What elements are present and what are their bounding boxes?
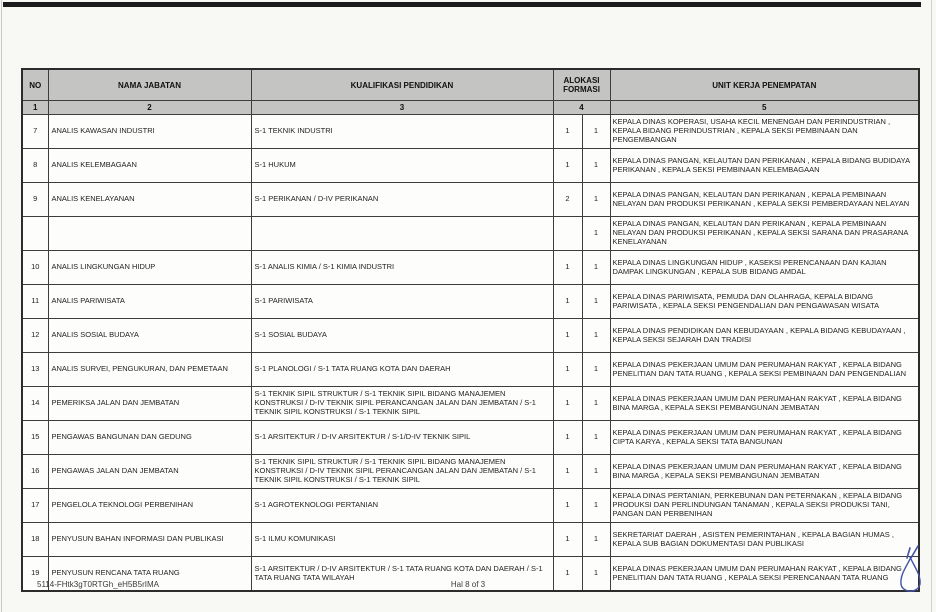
kualifikasi-cell: S-1 ARSITEKTUR / D-IV ARSITEKTUR / S-1 TATA RUANG KOTA DAN DAERAH / S-1 TATA RUANG TATA WILAYAH: [251, 557, 553, 592]
alokasi-formasi-cell-2: 1: [582, 353, 610, 387]
nama-jabatan-cell: ANALIS LINGKUNGAN HIDUP: [48, 251, 251, 285]
alokasi-formasi-cell-1: 1: [553, 455, 582, 489]
kualifikasi-cell: S-1 AGROTEKNOLOGI PERTANIAN: [251, 489, 553, 523]
no-cell: 19: [22, 557, 48, 592]
nama-jabatan-cell: ANALIS KELEMBAGAAN: [48, 149, 251, 183]
alokasi-formasi-cell-1: 1: [553, 353, 582, 387]
alokasi-formasi-cell-2: 1: [582, 523, 610, 557]
alokasi-formasi-cell-1: 1: [553, 523, 582, 557]
no-cell: 18: [22, 523, 48, 557]
kualifikasi-cell: S-1 ANALIS KIMIA / S-1 KIMIA INDUSTRI: [251, 251, 553, 285]
nama-jabatan-cell: PENGAWAS BANGUNAN DAN GEDUNG: [48, 421, 251, 455]
table-row: [22, 455, 919, 489]
nama-jabatan-cell: ANALIS PARIWISATA: [48, 285, 251, 319]
kualifikasi-cell: S-1 TEKNIK INDUSTRI: [251, 115, 553, 149]
alokasi-formasi-cell-2: 1: [582, 319, 610, 353]
table-body: [22, 115, 919, 592]
kualifikasi-cell: S-1 PLANOLOGI / S-1 TATA RUANG KOTA DAN DAERAH: [251, 353, 553, 387]
col-number-4: 4: [553, 101, 610, 115]
unit-kerja-cell: KEPALA DINAS PERTANIAN, PERKEBUNAN DAN PETERNAKAN , KEPALA BIDANG PRODUKSI DAN PERLINDUNGAN TANAMAN , KEPALA SEKSI PRODUKSI TANI, PANGAN DAN PERBENIHAN: [610, 489, 919, 523]
scan-top-border: [3, 2, 921, 7]
table-header: [22, 69, 919, 115]
col-number-2: 2: [48, 101, 251, 115]
no-cell: 17: [22, 489, 48, 523]
nama-jabatan-cell: ANALIS KENELAYANAN: [48, 183, 251, 217]
unit-kerja-cell: KEPALA DINAS PANGAN, KELAUTAN DAN PERIKANAN , KEPALA PEMBINAAN NELAYAN DAN PRODUKSI PERIKANAN , KEPALA SEKSI PEMBERDAYAAN NELAYAN: [610, 183, 919, 217]
footer-document-code: 5114-FHtk3gT0RTGh_eH5B5rIMA: [37, 580, 159, 589]
table-row: [22, 183, 919, 217]
alokasi-formasi-cell-1: 1: [553, 557, 582, 592]
table-row: [22, 353, 919, 387]
table-row: [22, 387, 919, 421]
no-cell: 13: [22, 353, 48, 387]
alokasi-formasi-cell-2: 1: [582, 115, 610, 149]
kualifikasi-cell: S-1 TEKNIK SIPIL STRUKTUR / S-1 TEKNIK SIPIL BIDANG MANAJEMEN KONSTRUKSI / D-IV TEKNIK SIPIL PERANCANGAN JALAN DAN JEMBATAN / S-1 TEKNIK SIPIL KONSTRUKSI / S-1 TEKNIK SIPIL: [251, 387, 553, 421]
col-header-alokasi-formasi: ALOKASI FORMASI: [553, 69, 610, 101]
unit-kerja-cell: KEPALA DINAS LINGKUNGAN HIDUP , KASEKSI PERENCANAAN DAN KAJIAN DAMPAK LINGKUNGAN , KEPALA SUB BIDANG AMDAL: [610, 251, 919, 285]
alokasi-formasi-cell-1: 1: [553, 251, 582, 285]
unit-kerja-cell: KEPALA DINAS PEKERJAAN UMUM DAN PERUMAHAN RAKYAT , KEPALA BIDANG PENELITIAN DAN TATA RUANG , KEPALA SEKSI PEMBINAAN DAN PENGENDALIAN: [610, 353, 919, 387]
col-header-no: NO: [22, 69, 48, 101]
kualifikasi-cell: S-1 ARSITEKTUR / D-IV ARSITEKTUR / S-1/D-IV TEKNIK SIPIL: [251, 421, 553, 455]
col-header-nama-jabatan: NAMA JABATAN: [48, 69, 251, 101]
nama-jabatan-cell: PEMERIKSA JALAN DAN JEMBATAN: [48, 387, 251, 421]
table-row: [22, 149, 919, 183]
unit-kerja-cell: KEPALA DINAS PANGAN, KELAUTAN DAN PERIKANAN , KEPALA BIDANG BUDIDAYA PERIKANAN , KEPALA SEKSI PEMBINAAN KELEMBAGAAN: [610, 149, 919, 183]
alokasi-formasi-cell-2: 1: [582, 149, 610, 183]
alokasi-formasi-cell-2: 1: [582, 183, 610, 217]
table-row: [22, 489, 919, 523]
alokasi-formasi-cell-2: 1: [582, 285, 610, 319]
table-row: [22, 319, 919, 353]
table-row: [22, 217, 919, 251]
no-cell: 12: [22, 319, 48, 353]
table-row: [22, 523, 919, 557]
alokasi-formasi-cell-2: 1: [582, 557, 610, 592]
kualifikasi-cell: S-1 ILMU KOMUNIKASI: [251, 523, 553, 557]
col-number-5: 5: [610, 101, 919, 115]
alokasi-formasi-cell-1: 1: [553, 489, 582, 523]
scan-left-edge: [1, 0, 2, 612]
table-row: [22, 115, 919, 149]
kualifikasi-cell: S-1 SOSIAL BUDAYA: [251, 319, 553, 353]
alokasi-formasi-cell-1: 2: [553, 183, 582, 217]
alokasi-formasi-cell-2: 1: [582, 455, 610, 489]
alokasi-formasi-cell-2: 1: [582, 489, 610, 523]
alokasi-formasi-cell-2: 1: [582, 251, 610, 285]
nama-jabatan-cell: PENGAWAS JALAN DAN JEMBATAN: [48, 455, 251, 489]
unit-kerja-cell: KEPALA DINAS PARIWISATA, PEMUDA DAN OLAHRAGA, KEPALA BIDANG PARIWISATA , KEPALA SEKSI PENGENDALIAN DAN PENGAWASAN WISATA: [610, 285, 919, 319]
unit-kerja-cell: KEPALA DINAS PANGAN, KELAUTAN DAN PERIKANAN , KEPALA PEMBINAAN NELAYAN DAN PRODUKSI PERIKANAN , KEPALA SEKSI SARANA DAN PRASARANA KENELAYANAN: [610, 217, 919, 251]
kualifikasi-cell: [251, 217, 553, 251]
formation-table: [21, 68, 920, 592]
nama-jabatan-cell: PENYUSUN BAHAN INFORMASI DAN PUBLIKASI: [48, 523, 251, 557]
pen-mark-doodle: [894, 544, 936, 606]
no-cell: 8: [22, 149, 48, 183]
col-header-kualifikasi: KUALIFIKASI PENDIDIKAN: [251, 69, 553, 101]
scan-right-edge: [931, 0, 932, 612]
table-row: [22, 285, 919, 319]
no-cell: 15: [22, 421, 48, 455]
no-cell: 14: [22, 387, 48, 421]
nama-jabatan-cell: PENGELOLA TEKNOLOGI PERBENIHAN: [48, 489, 251, 523]
nama-jabatan-cell: ANALIS KAWASAN INDUSTRI: [48, 115, 251, 149]
no-cell: [22, 217, 48, 251]
header-row: [22, 69, 919, 101]
table-row: [22, 421, 919, 455]
alokasi-formasi-cell-1: 1: [553, 387, 582, 421]
alokasi-formasi-cell-2: 1: [582, 387, 610, 421]
no-cell: 9: [22, 183, 48, 217]
alokasi-formasi-cell-1: 1: [553, 421, 582, 455]
alokasi-formasi-cell-1: [553, 217, 582, 251]
col-header-unit-kerja: UNIT KERJA PENEMPATAN: [610, 69, 919, 101]
footer-page-number: Hal 8 of 3: [450, 580, 486, 589]
kualifikasi-cell: S-1 TEKNIK SIPIL STRUKTUR / S-1 TEKNIK SIPIL BIDANG MANAJEMEN KONSTRUKSI / D-IV TEKNIK SIPIL PERANCANGAN JALAN DAN JEMBATAN / S-1 TEKNIK SIPIL KONSTRUKSI / S-1 TEKNIK SIPIL: [251, 455, 553, 489]
alokasi-formasi-cell-1: 1: [553, 319, 582, 353]
unit-kerja-cell: KEPALA DINAS PEKERJAAN UMUM DAN PERUMAHAN RAKYAT , KEPALA BIDANG BINA MARGA , KEPALA SEKSI PEMBANGUNAN JEMBATAN: [610, 387, 919, 421]
col-number-1: 1: [22, 101, 48, 115]
nama-jabatan-cell: ANALIS SURVEI, PENGUKURAN, DAN PEMETAAN: [48, 353, 251, 387]
no-cell: 11: [22, 285, 48, 319]
col-number-3: 3: [251, 101, 553, 115]
alokasi-formasi-cell-2: 1: [582, 421, 610, 455]
unit-kerja-cell: KEPALA DINAS PEKERJAAN UMUM DAN PERUMAHAN RAKYAT , KEPALA BIDANG PENELITIAN DAN TATA RUANG , KEPALA SEKSI PERENCANAAN TATA RUANG: [610, 557, 919, 592]
alokasi-formasi-cell-1: 1: [553, 149, 582, 183]
table-row: [22, 251, 919, 285]
unit-kerja-cell: KEPALA DINAS PEKERJAAN UMUM DAN PERUMAHAN RAKYAT , KEPALA BIDANG CIPTA KARYA , KEPALA SEKSI TATA BANGUNAN: [610, 421, 919, 455]
kualifikasi-cell: S-1 PARIWISATA: [251, 285, 553, 319]
unit-kerja-cell: KEPALA DINAS KOPERASI, USAHA KECIL MENENGAH DAN PERINDUSTRIAN , KEPALA BIDANG PERINDUSTRIAN , KEPALA SEKSI PEMBINAAN DAN PENGEMBANGAN: [610, 115, 919, 149]
kualifikasi-cell: S-1 PERIKANAN / D-IV PERIKANAN: [251, 183, 553, 217]
nama-jabatan-cell: ANALIS SOSIAL BUDAYA: [48, 319, 251, 353]
nama-jabatan-cell: [48, 217, 251, 251]
no-cell: 7: [22, 115, 48, 149]
no-cell: 10: [22, 251, 48, 285]
no-cell: 16: [22, 455, 48, 489]
alokasi-formasi-cell-2: 1: [582, 217, 610, 251]
unit-kerja-cell: SEKRETARIAT DAERAH , ASISTEN PEMERINTAHAN , KEPALA BAGIAN HUMAS , KEPALA SUB BAGIAN DOKUMENTASI DAN PUBLIKASI: [610, 523, 919, 557]
alokasi-formasi-cell-1: 1: [553, 115, 582, 149]
column-number-row: [22, 101, 919, 115]
nama-jabatan-cell: PENYUSUN RENCANA TATA RUANG: [48, 557, 251, 592]
unit-kerja-cell: KEPALA DINAS PEKERJAAN UMUM DAN PERUMAHAN RAKYAT , KEPALA BIDANG BINA MARGA , KEPALA SEKSI PEMBANGUNAN JEMBATAN: [610, 455, 919, 489]
kualifikasi-cell: S-1 HUKUM: [251, 149, 553, 183]
unit-kerja-cell: KEPALA DINAS PENDIDIKAN DAN KEBUDAYAAN , KEPALA BIDANG KEBUDAYAAN , KEPALA SEKSI SEJARAH DAN TRADISI: [610, 319, 919, 353]
alokasi-formasi-cell-1: 1: [553, 285, 582, 319]
